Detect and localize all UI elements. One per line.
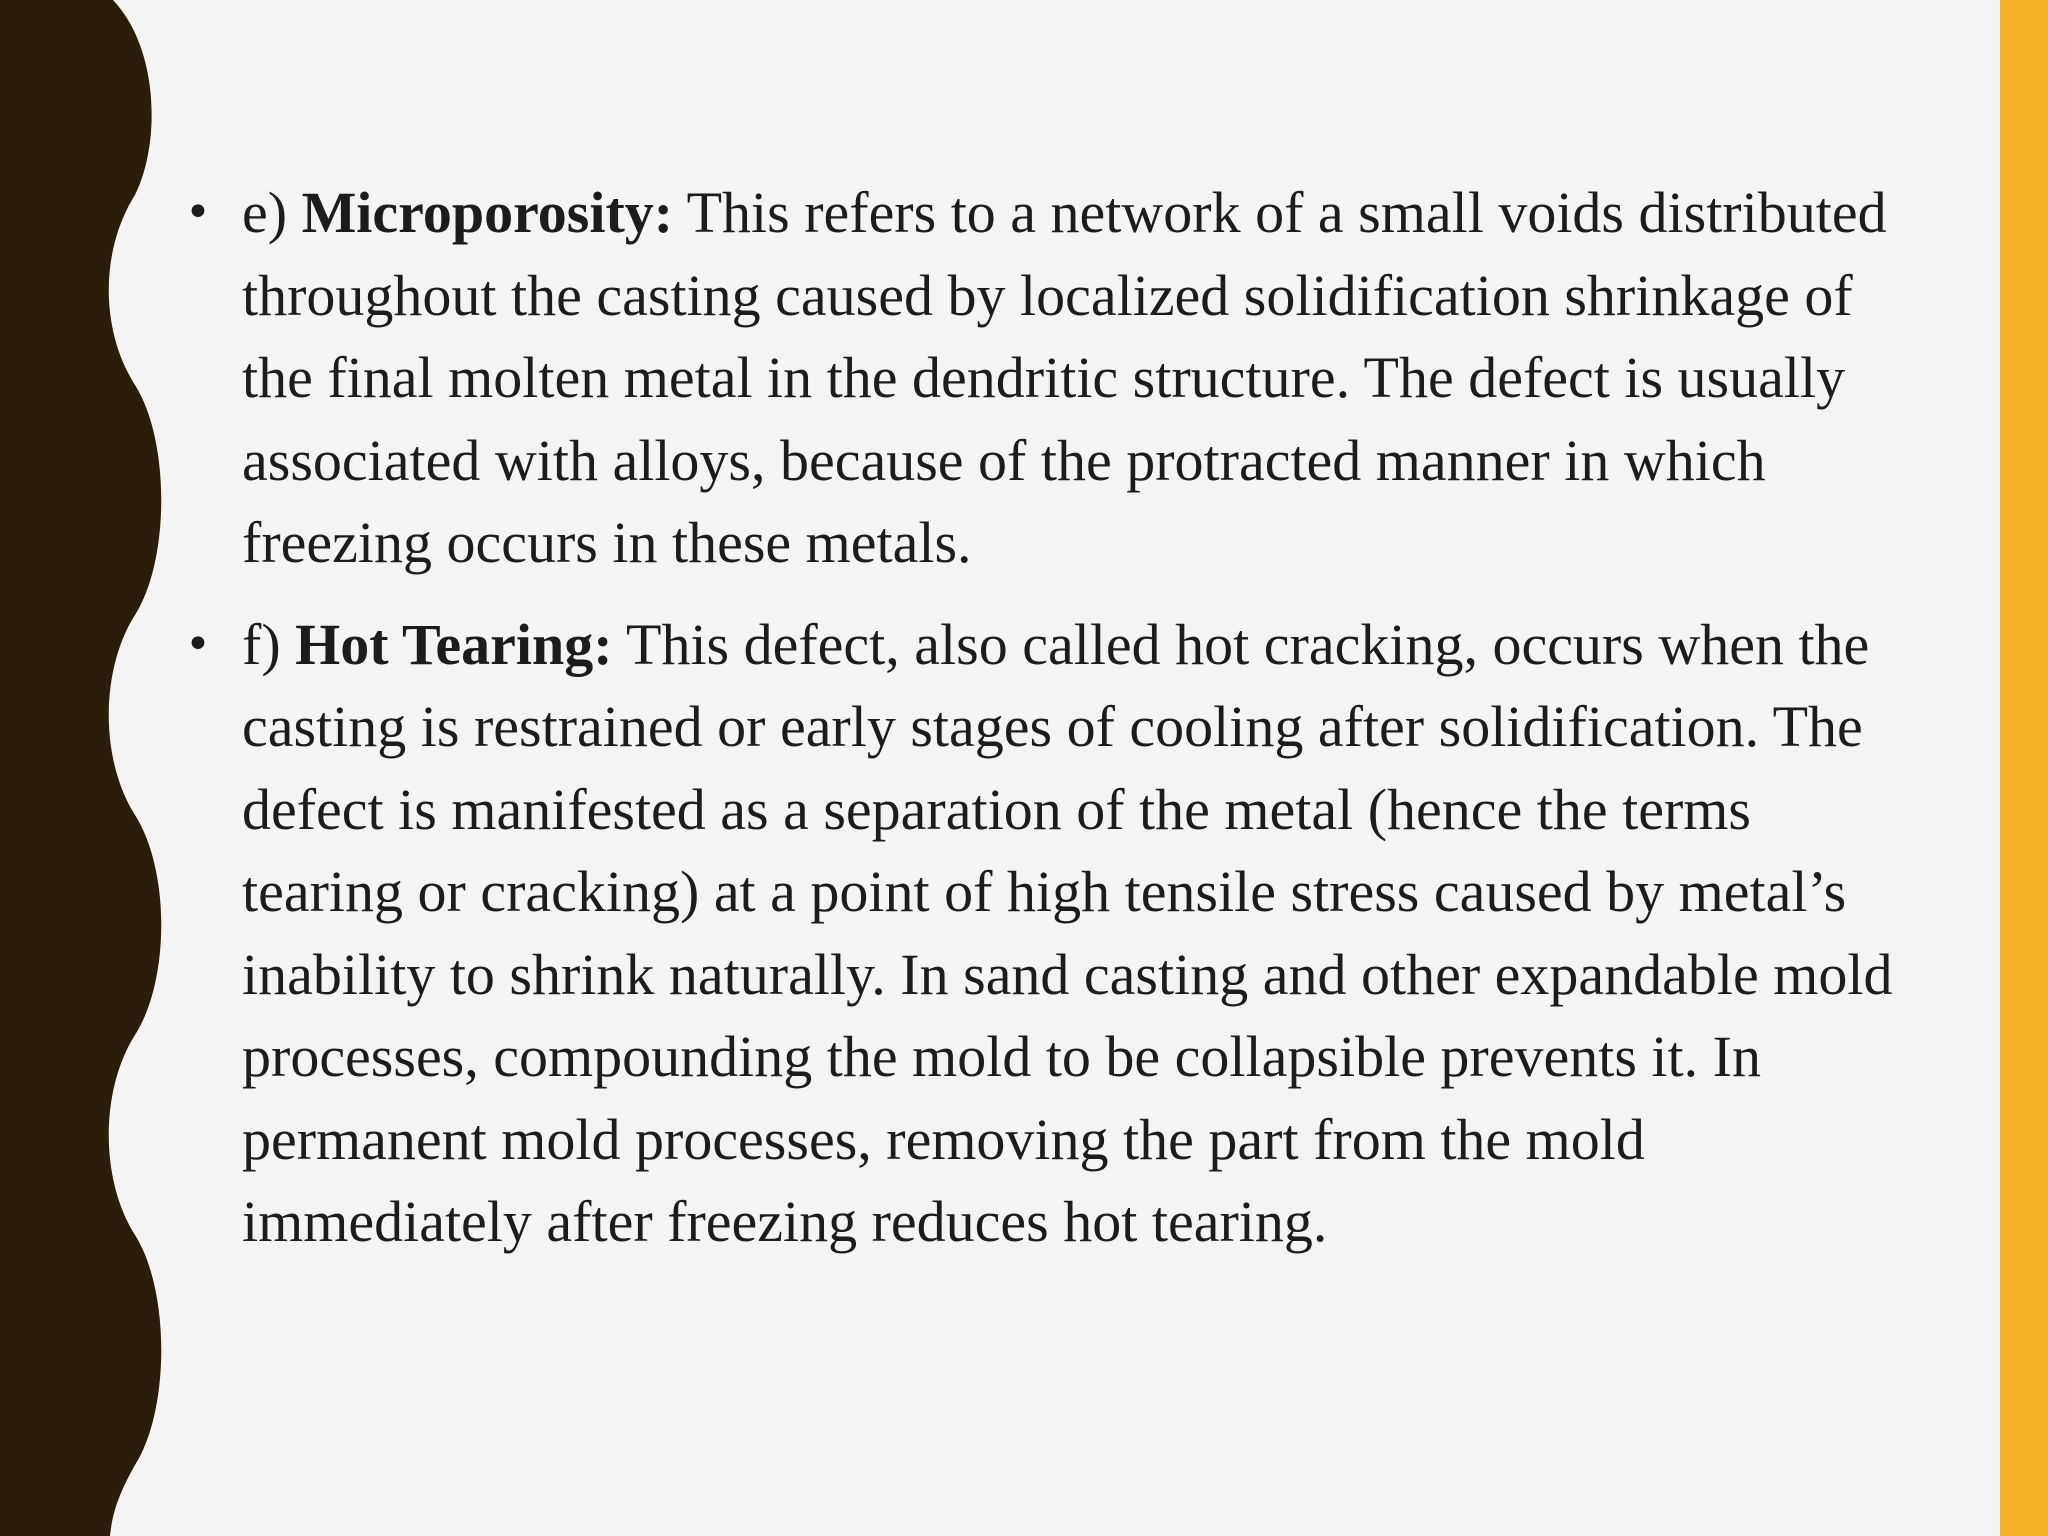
bullet-text: This defect, also called hot cracking, occurs when the casting is restrained or early stages of cooling after solidification. The defect is manifested as a separation of the metal (hence the terms tearing or cracking) at a point of high tensile stress caused by metal’s inability to shrink naturally. In sand casting and other expandable mold processes, compounding the mold to be collapsible prevents it. In permanent mold processes, removing the part from the mold immediately after freezing reduces hot tearing. xyxy=(242,611,1893,1254)
bullet-item-hot-tearing xyxy=(185,604,1905,1264)
bullet-dot-icon: • xyxy=(185,187,211,238)
bullet-dot-icon: • xyxy=(185,618,211,670)
wave-border-decoration xyxy=(0,0,200,1536)
bullet-list xyxy=(185,172,1905,1264)
bullet-item-microporosity xyxy=(185,172,1905,585)
accent-bar xyxy=(2000,0,2048,1536)
wave-border-shape xyxy=(0,0,161,1536)
bullet-term: Microporosity: xyxy=(301,180,674,245)
bullet-term: Hot Tearing: xyxy=(295,611,613,677)
bullet-prefix: e) xyxy=(242,180,302,245)
slide-content xyxy=(185,172,1905,1283)
bullet-prefix: f) xyxy=(242,611,296,677)
bullet-text: This refers to a network of a small voids distributed throughout the casting caused by localized solidification shrinkage of the final molten metal in the dendritic structure. The defect is usually associated with alloys, because of the protracted manner in which freezing occurs in these metals. xyxy=(242,180,1887,575)
